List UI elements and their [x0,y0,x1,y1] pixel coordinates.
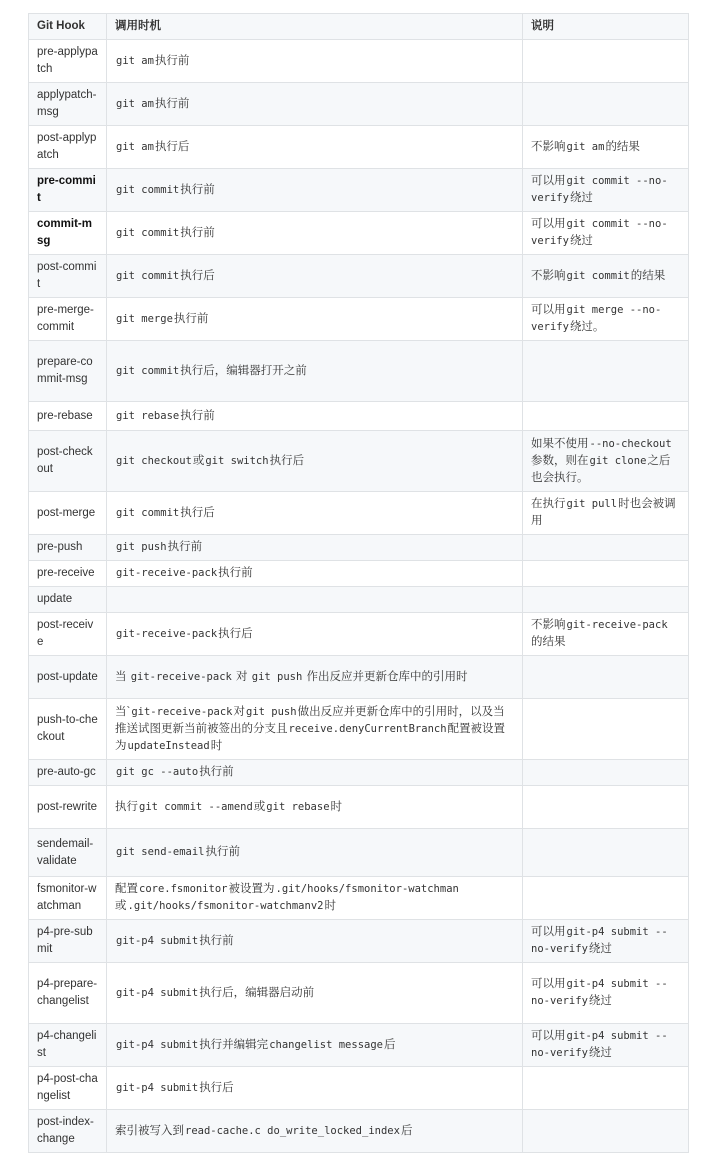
inline-code: git push [251,670,303,683]
inline-code: core.fsmonitor [139,883,228,895]
text-segment: 执行前 [180,409,215,422]
text-segment: 配置 [115,883,138,895]
table-row [29,535,689,561]
text-segment: 对 [232,670,251,683]
description-cell [523,212,689,255]
description-cell [523,1110,689,1153]
inline-code: git-p4 submit [116,1038,199,1051]
inline-code: .git/hooks/fsmonitor-watchman [275,883,459,895]
text-segment: 绕过。 [569,321,605,333]
inline-code: changelist message [269,1038,383,1051]
hook-name-cell: p4-changelist [29,1024,107,1067]
text-segment: 执行前 [154,97,190,110]
text-segment: 如果不使用 [531,437,589,450]
table-row [29,431,689,492]
call-timing-cell [107,1024,523,1067]
description-cell [523,1067,689,1110]
call-timing-cell [107,1110,523,1153]
inline-code: git am [116,140,154,153]
text-segment: 的结果 [605,140,640,153]
text-segment: 执行后 [199,1081,234,1094]
text-segment: 不影响 [531,619,566,631]
hook-name-cell: applypatch-msg [29,83,107,126]
inline-code: git-p4 submit [116,986,199,999]
text-segment: 做出反应并更新仓库中的引用时，以及当推送试图更新当前被签出的分支且 [115,705,505,735]
text-segment: 当 [115,670,130,683]
table-row [29,561,689,587]
call-timing-cell [107,341,523,402]
hook-name-cell: post-checkout [29,431,107,492]
table-row [29,920,689,963]
hook-name-cell: update [29,587,107,613]
description-cell [523,656,689,699]
table-row [29,656,689,699]
inline-code: git commit [116,183,180,196]
hook-name-cell: p4-post-changelist [29,1067,107,1110]
text-segment: 索引被写入到 [115,1124,184,1137]
inline-code: git clone [589,454,647,467]
text-segment: 可以用 [531,1030,566,1042]
text-segment: 执行后 [269,454,305,467]
inline-code: git-p4 submit [116,1081,199,1094]
text-segment: 执行前 [199,934,234,947]
table-row [29,877,689,920]
inline-code: git-receive-pack [130,670,232,683]
table-row [29,40,689,83]
hook-name-cell: prepare-commit-msg [29,341,107,402]
inline-code: git checkout [116,454,192,467]
call-timing-cell [107,561,523,587]
inline-code: git commit [566,269,630,282]
description-cell [523,255,689,298]
text-segment: 执行后，编辑器打开之前 [180,364,307,377]
inline-code: git-receive-pack [116,567,218,579]
hook-name-cell: pre-rebase [29,402,107,431]
text-segment: 执行前 [199,766,234,778]
text-segment: 绕过 [569,192,593,204]
description-cell [523,341,689,402]
call-timing-cell [107,126,523,169]
text-segment: 执行 [115,800,138,813]
call-timing-cell [107,760,523,786]
hook-name-cell: commit-msg [29,212,107,255]
inline-code: git-p4 submit --no-verify [531,978,668,1007]
inline-code: git-receive-pack [131,705,233,718]
inline-code: receive.denyCurrentBranch [288,722,447,735]
hook-name-cell: pre-push [29,535,107,561]
text-segment: 时 [210,739,223,752]
text-segment: 的结果 [630,269,666,282]
text-segment: 可以用 [531,175,566,187]
text-segment: 参数，则在 [531,454,589,467]
table-row [29,298,689,341]
description-cell [523,402,689,431]
hook-name-cell: post-commit [29,255,107,298]
header-git-hook: Git Hook [29,14,107,40]
text-segment: 绕过 [588,995,612,1007]
hook-name-cell: pre-commit [29,169,107,212]
inline-code: git commit --amend [139,800,253,813]
text-segment: 可以用 [531,218,566,230]
table-row [29,255,689,298]
text-segment: 执行前 [205,846,241,858]
table-row [29,786,689,829]
table-row [29,829,689,877]
hook-name-cell: sendemail-validate [29,829,107,877]
git-hooks-table [28,13,689,1153]
hook-name-cell: p4-prepare-changelist [29,963,107,1024]
text-segment: 执行后 [218,627,253,640]
hook-name-cell: post-update [29,656,107,699]
inline-code: git merge --no-verify [531,304,662,333]
hooks-table-container [28,13,688,1153]
call-timing-cell [107,212,523,255]
description-cell [523,699,689,760]
text-segment: 执行前 [167,541,203,553]
call-timing-cell [107,829,523,877]
call-timing-cell [107,786,523,829]
table-row [29,83,689,126]
call-timing-cell [107,298,523,341]
table-row [29,402,689,431]
text-segment: 或 [115,900,127,912]
inline-code: git rebase [116,409,180,422]
table-row [29,1067,689,1110]
inline-code: git-p4 submit --no-verify [531,926,668,955]
inline-code: updateInstead [127,739,210,752]
text-segment: 配置被设置为 [115,722,506,752]
inline-code: git commit [116,364,180,377]
text-segment: 对 [233,705,245,718]
text-segment: 不影响 [531,140,566,153]
call-timing-cell [107,40,523,83]
text-segment: 在执行 [531,498,566,510]
inline-code: git merge [116,312,173,325]
text-segment: 时 [330,800,343,813]
header-description: 说明 [523,14,689,40]
description-cell [523,126,689,169]
text-segment: 后 [400,1124,413,1137]
description-cell [523,760,689,786]
hook-name-cell: fsmonitor-watchman [29,877,107,920]
table-header [29,14,689,40]
call-timing-cell [107,587,523,613]
description-cell [523,298,689,341]
call-timing-cell [107,877,523,920]
hook-name-cell: post-receive [29,613,107,656]
hook-name-cell: push-to-checkout [29,699,107,760]
call-timing-cell [107,169,523,212]
inline-code: git am [116,54,154,67]
call-timing-cell [107,83,523,126]
inline-code: git am [116,97,154,110]
table-row [29,760,689,786]
text-segment: 或 [192,454,205,467]
hook-name-cell: p4-pre-submit [29,920,107,963]
inline-code: git pull [566,498,618,510]
hook-name-cell: post-rewrite [29,786,107,829]
text-segment: 绕过 [588,943,612,955]
description-cell [523,786,689,829]
text-segment: 作出反应并更新仓库中的引用时 [303,670,468,683]
text-segment: 之后也会执行。 [531,454,671,484]
table-row [29,169,689,212]
table-row [29,587,689,613]
inline-code: git push [246,705,297,718]
text-segment: 执行前 [180,226,215,239]
description-cell [523,561,689,587]
text-segment: 执行前 [173,312,209,325]
inline-code: git commit [116,506,180,519]
call-timing-cell [107,656,523,699]
text-segment: 可以用 [531,978,566,990]
inline-code: read-cache.c do_write_locked_index [185,1124,400,1137]
description-cell [523,83,689,126]
hook-name-cell: pre-auto-gc [29,760,107,786]
text-segment: 绕过 [569,235,593,247]
text-segment: 绕过 [588,1047,612,1059]
call-timing-cell [107,402,523,431]
text-segment: 不影响 [531,269,566,282]
text-segment: 执行后 [154,140,190,153]
inline-code: git-receive-pack [566,619,668,631]
table-row [29,126,689,169]
header-call-timing: 调用时机 [107,14,523,40]
inline-code: git gc --auto [116,766,199,778]
call-timing-cell [107,699,523,760]
description-cell [523,169,689,212]
call-timing-cell [107,535,523,561]
inline-code: git am [566,140,605,153]
description-cell [523,535,689,561]
table-body [29,40,689,1153]
text-segment: 执行并编辑完 [199,1038,269,1051]
description-cell [523,40,689,83]
hook-name-cell: pre-receive [29,561,107,587]
inline-code: git switch [205,454,269,467]
table-row [29,613,689,656]
inline-code: git-receive-pack [116,627,218,640]
table-row [29,492,689,535]
inline-code: git push [116,541,167,553]
inline-code: git send-email [116,846,205,858]
description-cell [523,829,689,877]
table-row [29,212,689,255]
header-row [29,14,689,40]
text-segment: 执行后 [180,269,215,282]
description-cell [523,963,689,1024]
hook-name-cell: post-merge [29,492,107,535]
text-segment: 执行前 [154,54,190,67]
inline-code: .git/hooks/fsmonitor-watchmanv2 [127,900,324,912]
text-segment: 后 [383,1038,396,1051]
table-row [29,341,689,402]
table-row [29,1024,689,1067]
text-segment: 的结果 [531,636,566,648]
call-timing-cell [107,1067,523,1110]
call-timing-cell [107,920,523,963]
description-cell [523,587,689,613]
inline-code: git rebase [266,800,330,813]
inline-code: git commit [116,226,180,239]
inline-code: git commit --no-verify [531,175,668,204]
text-segment: 被设置为 [228,883,275,895]
text-segment: 或 [253,800,266,813]
call-timing-cell [107,963,523,1024]
text-segment: 可以用 [531,304,566,316]
inline-code: git-p4 submit [116,934,199,947]
hook-name-cell: pre-applypatch [29,40,107,83]
description-cell [523,613,689,656]
inline-code: git-p4 submit --no-verify [531,1030,668,1059]
text-segment: 可以用 [531,926,566,938]
inline-code: git commit --no-verify [531,218,668,247]
hook-name-cell: post-index-change [29,1110,107,1153]
description-cell [523,492,689,535]
text-segment: 执行后，编辑器启动前 [199,986,315,999]
description-cell [523,877,689,920]
call-timing-cell [107,613,523,656]
text-segment: 当` [115,705,131,718]
description-cell [523,920,689,963]
description-cell [523,431,689,492]
table-row [29,963,689,1024]
text-segment: 执行前 [218,567,253,579]
text-segment: 时也会被调用 [531,498,676,527]
table-row [29,1110,689,1153]
call-timing-cell [107,255,523,298]
text-segment: 执行前 [180,183,215,196]
description-cell [523,1024,689,1067]
call-timing-cell [107,492,523,535]
hook-name-cell: pre-merge-commit [29,298,107,341]
text-segment: 时 [324,900,336,912]
inline-code: --no-checkout [589,437,672,450]
hook-name-cell: post-applypatch [29,126,107,169]
table-row [29,699,689,760]
call-timing-cell [107,431,523,492]
inline-code: git commit [116,269,180,282]
text-segment: 执行后 [180,506,215,519]
